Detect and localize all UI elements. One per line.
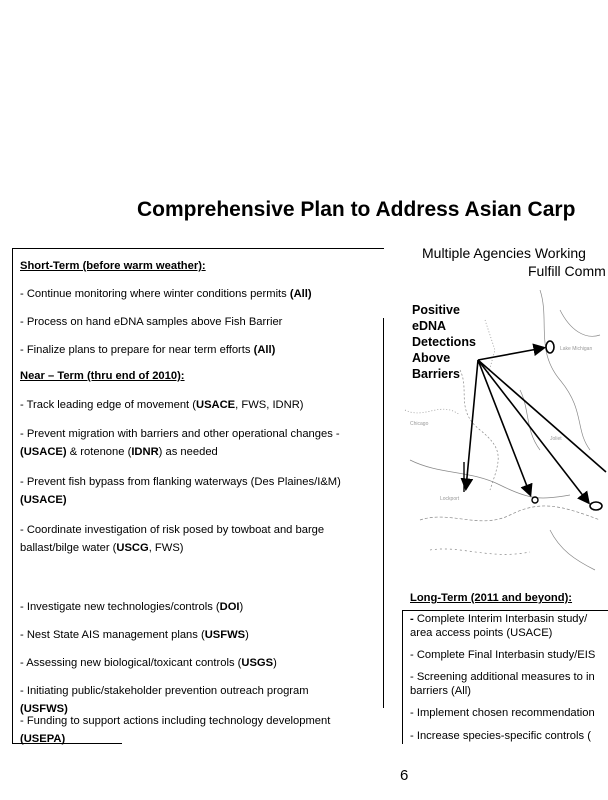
item-text: - Initiating public/stakeholder prevention outreach program [20, 685, 309, 697]
item-text: - Complete Final Interbasin study/EIS [410, 649, 596, 661]
item-text: - Continue monitoring where winter conditions permits [20, 288, 290, 300]
item-text: ) [273, 657, 277, 669]
agency-tag: (USEPA) [20, 732, 66, 745]
detection-marker [532, 497, 538, 503]
list-item [20, 655, 380, 673]
divider [12, 248, 384, 249]
item-text: area access points (USACE) [410, 627, 553, 639]
item-text: - Process on hand eDNA samples above Fish Barrier [20, 316, 283, 328]
map-label-line: Positive [412, 303, 460, 317]
arrow [478, 360, 530, 494]
map-label [412, 302, 482, 382]
agency-tag: USFWS [204, 629, 246, 641]
map-label-line: eDNA [412, 319, 447, 333]
agency-tag: USGS [241, 657, 274, 669]
arrow [478, 360, 606, 472]
item-text: & rotenone ( [66, 445, 132, 458]
map-heading-line2: Fulfill Comm [528, 263, 606, 279]
arrow [478, 360, 588, 502]
list-item [20, 599, 380, 617]
map-heading [422, 244, 608, 280]
agency-tag: USACE [195, 399, 236, 411]
item-text: ) as needed [158, 445, 218, 458]
item-text: - Track leading edge of movement ( [20, 399, 196, 411]
item-text: - Increase species-specific controls ( [410, 730, 591, 742]
list-item [410, 706, 595, 720]
list-item [410, 729, 591, 743]
list-item [20, 522, 380, 557]
item-text: - Assessing new biological/toxicant controls ( [20, 657, 242, 669]
item-text: - Finalize plans to prepare for near term efforts [20, 344, 254, 356]
agency-tag: USCG [116, 541, 149, 554]
item-text: ) [245, 629, 249, 641]
map-label-line: Detections [412, 335, 476, 349]
agency-tag: DOI [219, 601, 240, 613]
list-item [410, 648, 595, 662]
list-item [410, 670, 595, 698]
list-item [20, 474, 380, 509]
agency-tag: (All) [289, 288, 312, 300]
item-text: - Implement chosen recommendation [410, 707, 595, 719]
item-text: - Nest State AIS management plans ( [20, 629, 205, 641]
item-text: - Coordinate investigation of risk posed by towboat and barge [20, 524, 325, 536]
agency-tag: (USFWS) [20, 702, 68, 715]
place-label: Joliet [550, 436, 562, 442]
list-item [20, 342, 380, 360]
divider [12, 248, 13, 744]
page-title: Comprehensive Plan to Address Asian Carp [137, 198, 576, 221]
map-heading-line1: Multiple Agencies Working [422, 245, 586, 261]
agency-tag: IDNR [131, 445, 159, 458]
agency-tag: (USACE) [20, 493, 67, 506]
map-label-line: Above [412, 351, 451, 365]
list-item [20, 627, 380, 645]
item-text: , FWS) [148, 541, 184, 554]
item-text: - Prevent fish bypass from flanking waterways (Des Plaines/I&M) [20, 476, 341, 488]
agency-tag: (USACE) [20, 445, 67, 458]
arrow [478, 348, 543, 360]
detection-marker [590, 502, 602, 510]
item-text: barriers (All) [410, 685, 471, 697]
long-term-header: Long-Term (2011 and beyond): [410, 592, 573, 604]
list-item [20, 397, 380, 415]
item-text: ballast/bilge water ( [20, 541, 117, 554]
list-item [20, 426, 380, 461]
map-label-line: Barriers [412, 367, 460, 381]
list-item [20, 314, 380, 332]
place-label: Lake Michigan [560, 346, 593, 352]
left-panel [12, 248, 384, 744]
divider [402, 610, 403, 744]
item-text: - Screening additional measures to in [410, 671, 595, 683]
list-item [410, 612, 587, 640]
item-text: , FWS, IDNR) [235, 399, 304, 411]
item-text: - Prevent migration with barriers and other operational changes - [20, 428, 340, 440]
near-term-header: Near – Term (thru end of 2010): [20, 370, 185, 382]
item-text: ) [239, 601, 244, 613]
divider [402, 610, 608, 611]
item-text: - [410, 613, 417, 625]
detection-marker [546, 341, 554, 353]
item-text: - Investigate new technologies/controls ( [20, 601, 220, 613]
divider [383, 318, 384, 708]
item-text: Complete Interim Interbasin study/ [416, 613, 588, 625]
page-number: 6 [400, 767, 409, 784]
place-label: Lockport [440, 496, 460, 502]
list-item [20, 286, 380, 304]
short-term-header: Short-Term (before warm weather): [20, 260, 206, 272]
agency-tag: (All) [253, 344, 276, 356]
place-label: Chicago [410, 421, 429, 427]
item-text: - Funding to support actions including technology development [20, 715, 331, 727]
list-item [20, 713, 380, 748]
